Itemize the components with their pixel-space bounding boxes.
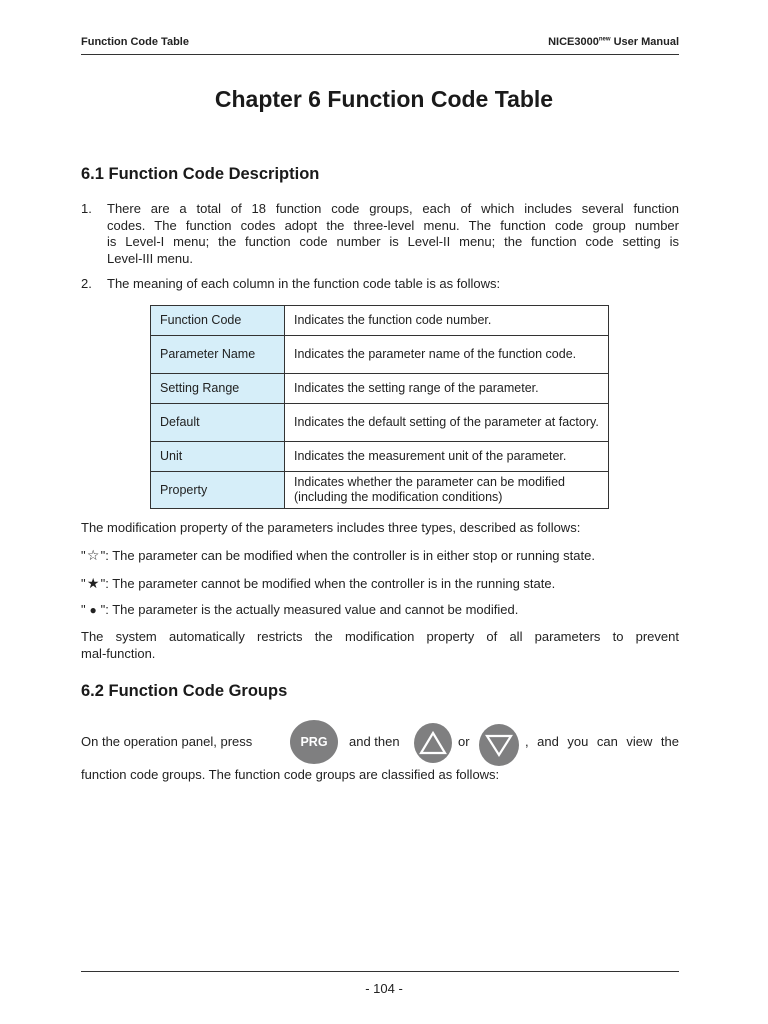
footer-divider <box>81 971 679 972</box>
open-star-icon: ☆ <box>86 547 100 563</box>
restriction-paragraph <box>81 629 679 662</box>
up-triangle-icon <box>414 723 452 763</box>
list-number-1: 1. <box>81 201 92 216</box>
table-desc-cell: Indicates the function code number. <box>285 306 609 336</box>
table-label-cell: Parameter Name <box>151 336 285 374</box>
down-triangle-glyph <box>485 732 513 758</box>
panel-text-or: or <box>458 734 470 749</box>
property-open-star-line: "☆": The parameter can be modified when the controller is in either stop or running state. <box>81 547 595 563</box>
table-label-cell: Property <box>151 472 285 509</box>
table-row <box>151 442 609 472</box>
page-header <box>81 34 679 55</box>
item1-line-4: Level-III menu. <box>107 250 193 266</box>
table-desc-cell: Indicates the measurement unit of the parameter. <box>285 442 609 472</box>
property-open-star-text: ": The parameter can be modified when the controller is in either stop or running state. <box>100 548 595 563</box>
item1-line-3: is Level-I menu; the function code number is Level-II menu; the function code setting is <box>107 234 679 249</box>
table-label-cell: Function Code <box>151 306 285 336</box>
prg-button-icon <box>290 720 338 764</box>
list-item-1-text <box>107 201 679 267</box>
panel-text-view: , and you can view the <box>525 734 679 749</box>
page-number: - 104 - <box>365 981 403 996</box>
table-row <box>151 404 609 442</box>
item1-line-2: codes. The function codes adopt the three-level menu. The function code group number <box>107 217 679 233</box>
property-solid-star-line: "★": The parameter cannot be modified when the controller is in the running state. <box>81 575 556 591</box>
restriction-line-1: The system automatically restricts the modification property of all parameters to prevent <box>81 629 679 644</box>
property-solid-star-text: ": The parameter cannot be modified when the controller is in the running state. <box>100 576 556 591</box>
table-row <box>151 374 609 404</box>
solid-star-icon: ★ <box>86 575 100 591</box>
header-section-title: Function Code Table <box>81 36 189 48</box>
header-manual-suffix: User Manual <box>610 36 679 48</box>
table-label-cell: Setting Range <box>151 374 285 404</box>
property-dot-line: " ● ": The parameter is the actually measured value and cannot be modified. <box>81 602 519 617</box>
table-row <box>151 306 609 336</box>
prg-button-label: PRG <box>300 735 328 749</box>
up-triangle-glyph <box>419 730 447 756</box>
property-dot-text: ": The parameter is the actually measured value and cannot be modified. <box>100 602 519 617</box>
header-product-superscript: new <box>598 36 611 43</box>
list-item-2-text: The meaning of each column in the function code table is as follows: <box>107 276 501 291</box>
table-row <box>151 472 609 509</box>
header-manual-title <box>548 36 679 48</box>
panel-text-line-2: function code groups. The function code groups are classified as follows: <box>81 767 500 782</box>
modification-intro: The modification property of the parameters includes three types, described as follows: <box>81 520 581 535</box>
section-heading-6-1: 6.1 Function Code Description <box>81 165 320 183</box>
chapter-title: Chapter 6 Function Code Table <box>214 86 554 112</box>
column-meaning-table <box>150 305 609 509</box>
table-desc-cell: Indicates the default setting of the parameter at factory. <box>285 404 609 442</box>
table-desc-cell: Indicates whether the parameter can be modified (including the modification conditions) <box>285 472 609 509</box>
table-row <box>151 336 609 374</box>
item1-line-1: There are a total of 18 function code groups, each of which includes several function <box>107 201 679 216</box>
table-desc-cell: Indicates the setting range of the parameter. <box>285 374 609 404</box>
section-heading-6-2: 6.2 Function Code Groups <box>81 682 288 700</box>
list-number-2: 2. <box>81 276 92 291</box>
panel-text-and-then: and then <box>349 734 400 749</box>
table-desc-cell: Indicates the parameter name of the function code. <box>285 336 609 374</box>
header-product-name: NICE3000 <box>548 36 599 48</box>
restriction-line-2: mal-function. <box>81 645 156 661</box>
dot-icon: ● <box>89 603 97 617</box>
down-triangle-icon <box>479 724 519 766</box>
table-label-cell: Default <box>151 404 285 442</box>
panel-text-press: On the operation panel, press <box>81 734 253 749</box>
table-label-cell: Unit <box>151 442 285 472</box>
